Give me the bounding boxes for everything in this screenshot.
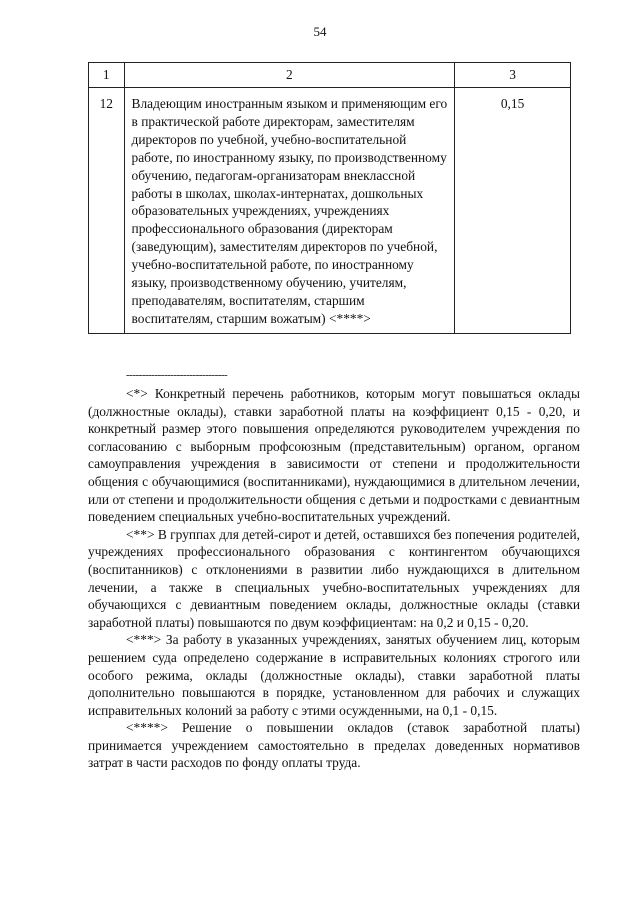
footnote-3: <***> За работу в указанных учреждениях, занятых обучением лиц, которым решением суда определено содержание в исправительных колониях строгого или особого режима, оклады (должностные оклады), ставки заработной платы дополнительно повышаются в порядке, установленном для рабочих и служащих исправительных колоний за работу с этими осужденными, на 0,1 - 0,15. <box>88 632 580 718</box>
column-header-2: 2 <box>124 63 455 88</box>
coefficient-table <box>88 62 571 334</box>
column-header-1: 1 <box>89 63 125 88</box>
row-coefficient: 0,15 <box>455 88 571 334</box>
footnotes <box>88 385 580 772</box>
table-row <box>89 88 571 334</box>
footnote-separator: -------------------------------- <box>126 369 228 381</box>
row-description: Владеющим иностранным языком и применяющим его в практической работе директорам, заместителям директоров по учебной, учебно-воспитательной работе, по иностранному языку, по производственному обучению, педагогам-организаторам внеклассной работы в школах, школах-интернатах, дошкольных образовательных учреждениях, учреждениях профессионального образования (директорам (заведующим), заместителям директоров по учебной, учебно-воспитательной работе, по иностранному языку, производственному обучению, учителям, преподавателям, воспитателям, старшим воспитателям, старшим вожатым) <****> <box>124 88 455 334</box>
page-number: 54 <box>313 24 327 39</box>
column-header-3: 3 <box>455 63 571 88</box>
footnote-4: <****> Решение о повышении окладов (ставок заработной платы) принимается учреждением самостоятельно в пределах доведенных нормативов затрат в части расходов по фонду оплаты труда. <box>88 720 580 771</box>
row-number: 12 <box>89 88 125 334</box>
table-header-row <box>89 63 571 88</box>
footnote-1: <*> Конкретный перечень работников, которым могут повышаться оклады (должностные оклады), ставки заработной платы на коэффициент 0,15 - 0,20, и конкретный размер этого повышения определяются руководителем учреждения по согласованию с выборным профсоюзным (представительным) органом, органом самоуправления учреждения в зависимости от степени и продолжительности общения с обучающимися (воспитанниками), нуждающимися в длительном лечении, или от степени и продолжительности общения с детьми и подростками с девиантным поведением специальных учебно-воспитательных учреждений. <box>88 386 580 525</box>
footnote-2: <**> В группах для детей-сирот и детей, оставшихся без попечения родителей, учреждениях профессионального образования с контингентом обучающихся (воспитанников) с отклонениями в развитии либо нуждающихся в длительном лечении, а также в специальных учебно-воспитательных учреждениях для обучающихся с девиантным поведением оклады, должностные оклады (ставки заработной платы) повышаются по двум коэффициентам: на 0,2 и 0,15 - 0,20. <box>88 526 580 630</box>
